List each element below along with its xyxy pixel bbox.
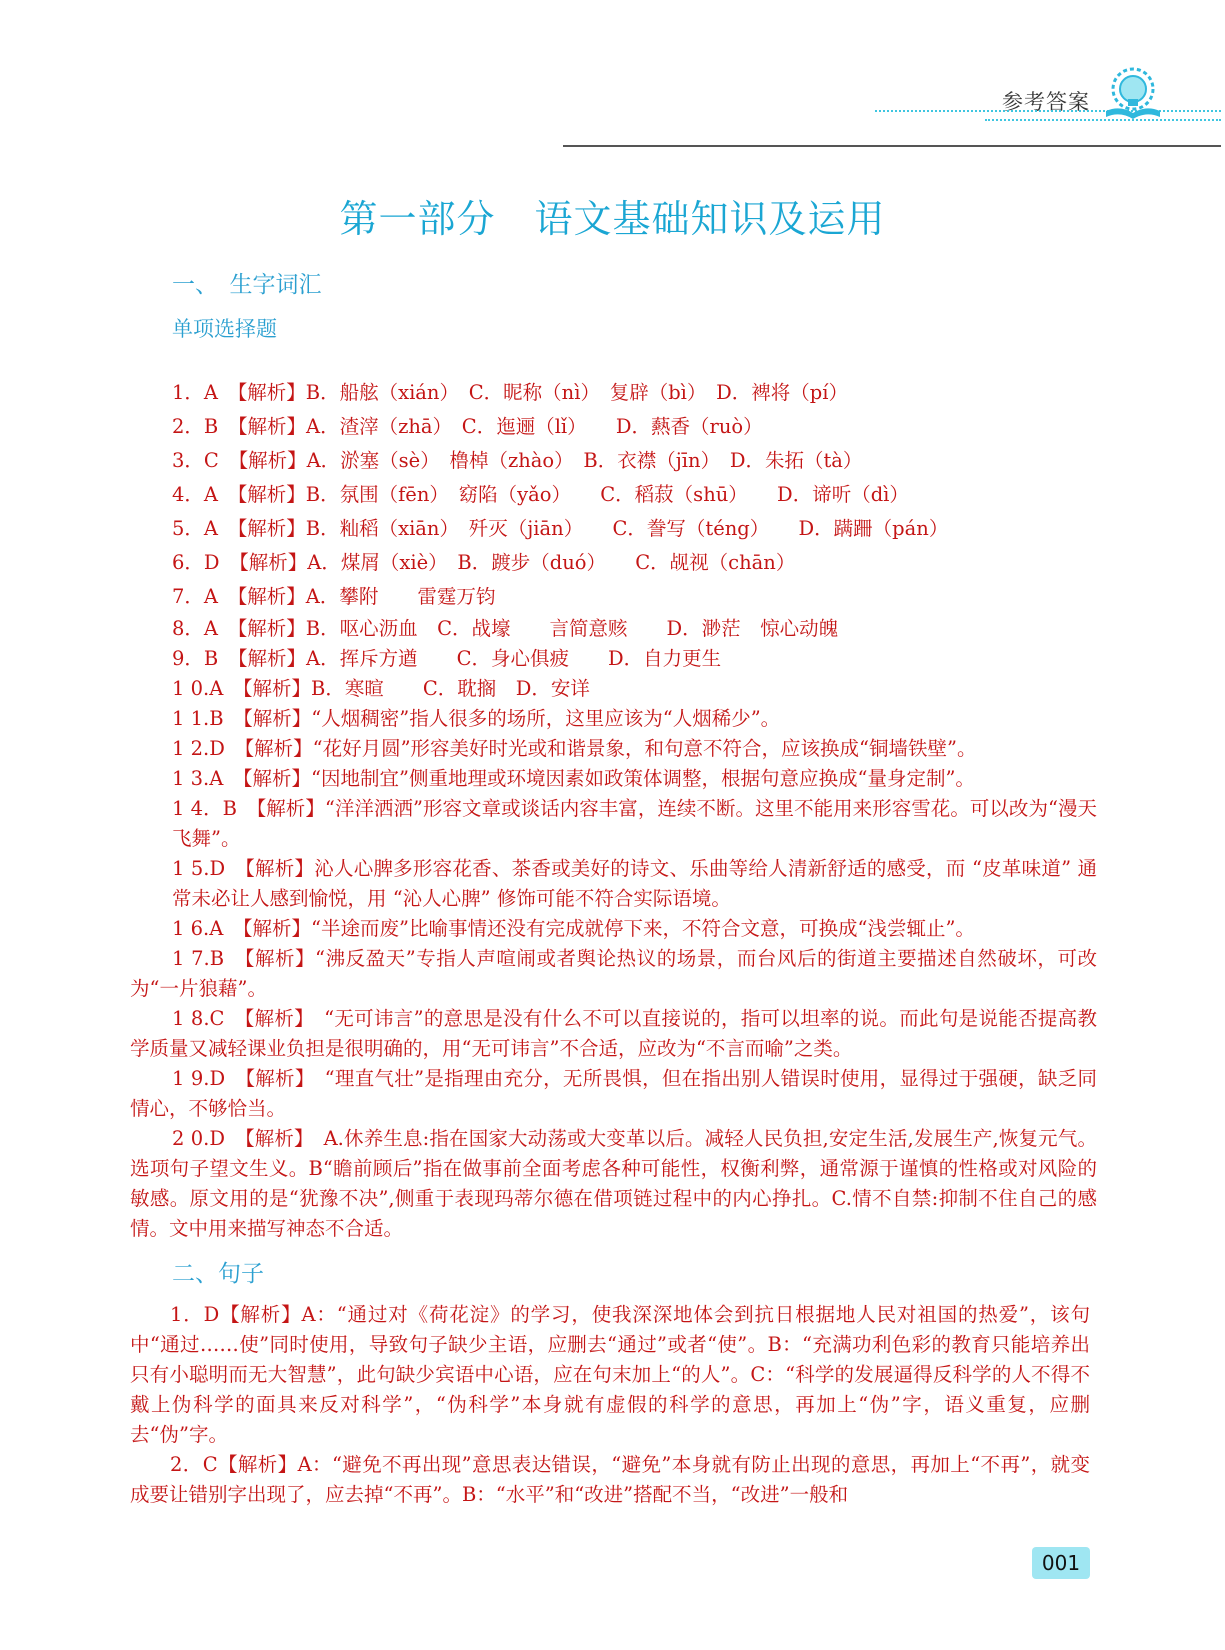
- page-number: 001: [1032, 1547, 1090, 1579]
- header-rule: [563, 145, 1221, 147]
- answer-item: 1 8.C 【解析】 “无可讳言”的意思是没有什么不可以直接说的，指可以坦率的说。而此句是说能否提高教学质量又减轻课业负担是很明确的，用“无可讳言”不合适，应改为“不言而喻”之类。: [130, 1007, 1097, 1060]
- answer-list: [130, 376, 1097, 1244]
- answer-item: 1．A 【解析】B．船舷（xián） C．昵称（nì） 复辟（bì） D．裨将（pí）: [172, 381, 849, 404]
- answer-item: 1 3.A 【解析】“因地制宜”侧重地理或环境因素如政策体调整，根据句意应换成“量身定制”。: [172, 767, 975, 790]
- answer-item: 9．B 【解析】A．挥斥方遒 C．身心俱疲 D．自力更生: [172, 647, 722, 670]
- answer-item: 1 9.D 【解析】 “理直气壮”是指理由充分，无所畏惧，但在指出别人错误时使用，显得过于强硬，缺乏同情心，不够恰当。: [130, 1067, 1097, 1120]
- section-heading-vocab: 一、 生字词汇: [172, 272, 322, 298]
- subheading-single-choice: 单项选择题: [172, 317, 277, 341]
- answer-item: 1 0.A 【解析】B．寒暄 C．耽搁 D．安详: [172, 677, 590, 700]
- answer-item: 4．A 【解析】B．氛围（fēn） 窈陷（yǎo） C．稻菽（shū） D．谛听（dì）: [172, 483, 909, 506]
- section-heading-sentences: 二、句子: [172, 1261, 264, 1287]
- answer-item: 1 7.B 【解析】“沸反盈天”专指人声喧闹或者舆论热议的场景，而台风后的街道主要描述自然破坏，可改为“一片狼藉”。: [130, 947, 1097, 1000]
- header-label: 参考答案: [1002, 90, 1090, 114]
- answer-item: 1 6.A 【解析】“半途而废”比喻事情还没有完成就停下来，不符合文意，可换成“浅尝辄止”。: [172, 917, 975, 940]
- answer-item: 2 0.D 【解析】 A.休养生息:指在国家大动荡或大变革以后。减轻人民负担,安定生活,发展生产,恢复元气。选项句子望文生义。B“瞻前顾后”指在做事前全面考虑各种可能性，权衡利弊，通常源于谨慎的性格或对风险的敏感。原文用的是“犹豫不决”,侧重于表现玛蒂尔德在借项链过程中的内心挣扎。C.情不自禁:抑制不住自己的感情。文中用来描写神态不合适。: [130, 1127, 1097, 1240]
- header-dotted-line: [875, 110, 1221, 112]
- answer-item: 7．A 【解析】A．攀附 雷霆万钧: [172, 585, 496, 608]
- part-title: 第一部分 语文基础知识及运用: [339, 197, 886, 241]
- answer-item: 1 4．B 【解析】“洋洋洒洒”形容文章或谈话内容丰富，连续不断。这里不能用来形容雪花。可以改为“漫天飞舞”。: [172, 797, 1097, 850]
- answer-item: 1 5.D 【解析】沁人心脾多形容花香、茶香或美好的诗文、乐曲等给人清新舒适的感受，而 “皮革味道” 通常未必让人感到愉悦，用 “沁人心脾” 修饰可能不符合实际语境。: [172, 857, 1097, 910]
- answer-item: 5．A 【解析】B．籼稻（xiān） 歼灭（jiān） C．誊写（téng） D．蹒跚（pán）: [172, 517, 949, 540]
- answer-item: 2．B 【解析】A．渣滓（zhā） C．迤逦（lǐ） D．爇香（ruò）: [172, 415, 763, 438]
- answer-item: 3．C 【解析】A．淤塞（sè） 橹棹（zhào） B．衣襟（jīn） D．朱拓（tà）: [172, 449, 863, 472]
- sentence-answers: [130, 1300, 1090, 1510]
- answer-item: 1 2.D 【解析】“花好月圆”形容美好时光或和谐景象，和句意不符合，应该换成“铜墙铁壁”。: [172, 737, 977, 760]
- lightbulb-book-icon: [1098, 65, 1168, 125]
- answer-item: 8．A 【解析】B．呕心沥血 C．战壕 言简意赅 D．渺茫 惊心动魄: [172, 617, 839, 640]
- sentence-item: 1．D【解析】A：“通过对《荷花淀》的学习，使我深深地体会到抗日根据地人民对祖国的热爱”，该句中“通过……使”同时使用，导致句子缺少主语，应删去“通过”或者“使”。B：“充满功利色彩的教育只能培养出只有小聪明而无大智慧”，此句缺少宾语中心语，应在句末加上“的人”。C：“科学的发展逼得反科学的人不得不戴上伪科学的面具来反对科学”，“伪科学”本身就有虚假的科学的意思，再加上“伪”字，语义重复，应删去“伪”字。: [130, 1303, 1090, 1446]
- answer-item: 6．D 【解析】A．煤屑（xiè） B．踱步（duó） C．觇视（chān）: [172, 551, 796, 574]
- sentence-item: 2．C【解析】A：“避免不再出现”意思表达错误，“避免”本身就有防止出现的意思，再加上“不再”，就变成要让错别字出现了，应去掉“不再”。B：“水平”和“改进”搭配不当，“改进”一般和: [130, 1453, 1090, 1506]
- answer-item: 1 1.B 【解析】“人烟稠密”指人很多的场所，这里应该为“人烟稀少”。: [172, 707, 781, 730]
